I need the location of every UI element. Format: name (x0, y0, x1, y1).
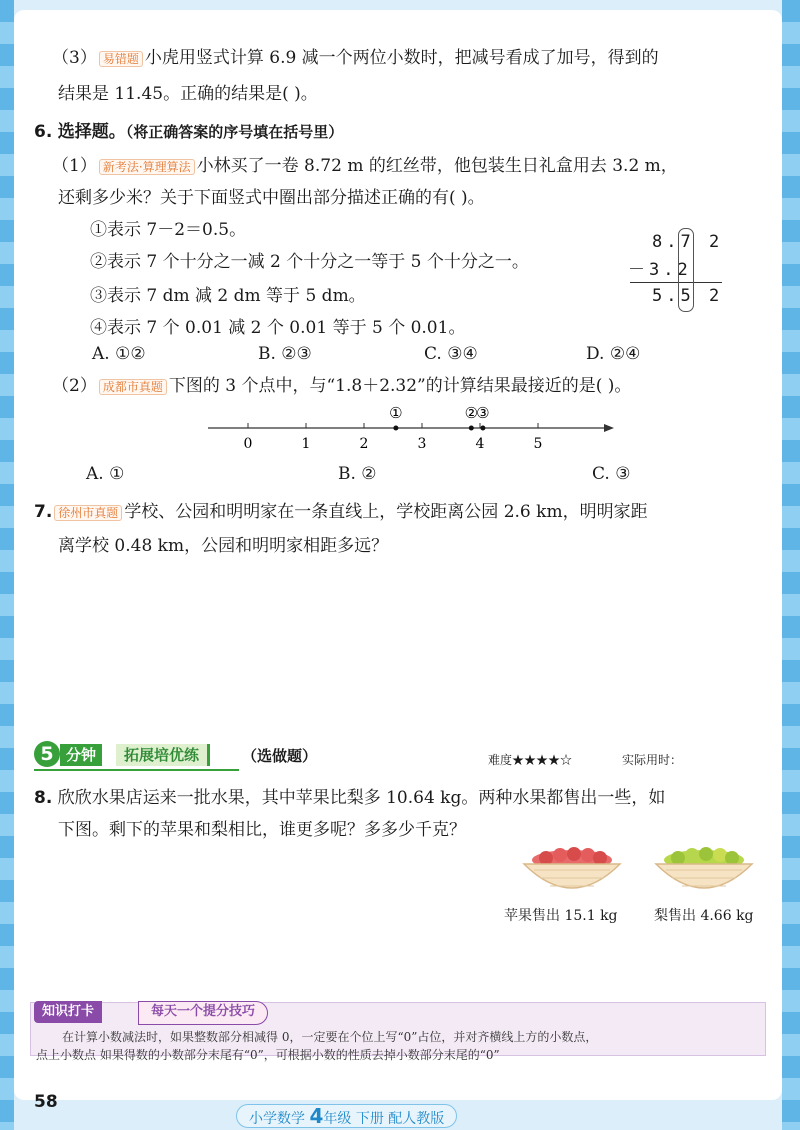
footer-grade: 4 (309, 1104, 324, 1128)
page-border-right (782, 0, 800, 1130)
pear-caption: 梨售出 4.66 kg (654, 908, 754, 924)
q7-text2: 离学校 0.48 km，公园和明明家相距多远？ (58, 536, 389, 556)
q6-heading (34, 120, 343, 144)
q6-2-number: （2） (52, 376, 97, 396)
q5-3-text1: 小虎用竖式计算 6.9 减一个两位小数时，把减号看成了加号，得到的 (144, 48, 659, 68)
section-note: （选做题） (242, 747, 318, 765)
q5-3-tag: 易错题 (99, 51, 143, 67)
q5-3-line1 (52, 46, 659, 71)
statement-1: ①表示 7－2＝0.5。 (90, 220, 247, 240)
number-line (200, 398, 620, 458)
number-line-point-label-3: ③ (476, 404, 490, 422)
page-border-left (0, 0, 14, 1130)
tip-line2: 点上小数点 如果得数的小数部分末尾有“0”，可根据小数的性质去掉小数部分末尾的“0” (36, 1048, 500, 1062)
statement-3: ③表示 7 dm 减 2 dm 等于 5 dm。 (90, 286, 366, 306)
q5-3-number: （3） (52, 48, 97, 68)
q6-1-text1: 小林买了一卷 8.72 m 的红丝带，他包装生日礼盒用去 3.2 m， (196, 156, 678, 176)
vertical-row1: 8.7 2 (652, 232, 724, 252)
number-line-point-2 (469, 426, 474, 431)
number-line-tick-label: 3 (417, 436, 427, 452)
q6-2-option-c: C. ③ (592, 464, 631, 484)
number-line-arrow (604, 424, 614, 432)
section-title: 拓展培优练 (116, 744, 210, 766)
q6-1-tag: 新考法·算理算法 (99, 159, 195, 175)
q6-hint: （将正确答案的序号填在括号里） (125, 123, 344, 141)
section-number: 5 (34, 741, 60, 767)
q6-2-text: 下图的 3 个点中，与“1.8＋2.32”的计算结果最接近的是( )。 (168, 376, 632, 396)
footer-grade-unit: 年级 (323, 1111, 352, 1127)
q8-number: 8. (34, 788, 53, 808)
difficulty: 难度★★★★☆ (488, 753, 573, 767)
section-header (34, 741, 239, 769)
q6-1-option-d: D. ②④ (586, 344, 641, 364)
tip-subtitle: 每天一个提分技巧 (138, 1001, 268, 1025)
number-line-point-label-1: ① (389, 404, 403, 422)
q6-2-option-b: B. ② (338, 464, 377, 484)
number-line-tick-label: 0 (243, 436, 253, 452)
number-line-point-1 (393, 426, 398, 431)
circled-column (678, 228, 694, 312)
pear-bowl-image (652, 846, 756, 900)
apple-bowl-image (520, 846, 624, 900)
vertical-row2: －3.2 (628, 260, 692, 280)
q7-line1 (34, 500, 648, 525)
number-line-tick-label: 1 (301, 436, 311, 452)
vertical-row3: 5.5 2 (652, 286, 724, 306)
q7-text1: 学校、公园和明明家在一条直线上，学校距离公园 2.6 km，明明家距 (124, 502, 648, 522)
tip-line1: 在计算小数减法时，如果整数部分相减得 0，一定要在个位上写“0”占位，并对齐横线上方的小数点， (62, 1030, 598, 1044)
q6-1-text2: 还剩多少米？关于下面竖式中圈出部分描述正确的有( )。 (58, 188, 485, 208)
q6-title: 选择题。 (57, 122, 126, 142)
section-unit: 分钟 (60, 744, 102, 766)
page-number: 58 (34, 1092, 58, 1112)
statement-2: ②表示 7 个十分之一减 2 个十分之一等于 5 个十分之一。 (90, 252, 529, 272)
time-used: 实际用时： (622, 753, 683, 767)
q6-1-option-b: B. ②③ (258, 344, 312, 364)
q6-1-option-a: A. ①② (92, 344, 146, 364)
q6-1-option-c: C. ③④ (424, 344, 478, 364)
number-line-point-3 (480, 426, 485, 431)
q8-line1 (34, 786, 665, 810)
number-line-tick-label: 5 (533, 436, 543, 452)
q6-number: 6. (34, 122, 53, 142)
footer-subject: 小学数学 (249, 1111, 305, 1127)
footer-badge (236, 1104, 457, 1128)
q8-text1: 欣欣水果店运来一批水果，其中苹果比梨多 10.64 kg。两种水果都售出一些，如 (57, 788, 666, 808)
apple-caption: 苹果售出 15.1 kg (504, 908, 618, 924)
q7-number: 7. (34, 502, 53, 522)
q6-2-option-a: A. ① (86, 464, 125, 484)
q6-2-tag: 成都市真题 (99, 379, 167, 395)
statement-4: ④表示 7 个 0.01 减 2 个 0.01 等于 5 个 0.01。 (90, 318, 466, 338)
tip-tag: 知识打卡 (34, 1001, 102, 1023)
number-line-tick-label: 2 (359, 436, 369, 452)
vertical-rule (630, 282, 722, 283)
q6-2-line (52, 374, 631, 399)
q7-tag: 徐州市真题 (54, 505, 122, 521)
q8-text2: 下图。剩下的苹果和梨相比，谁更多呢？多多少千克？ (58, 820, 466, 840)
number-line-point-label-2: ② (464, 404, 479, 422)
footer-edition: 配人教版 (388, 1111, 445, 1127)
number-line-tick-label: 4 (475, 436, 485, 452)
q5-3-text2: 结果是 11.45。正确的结果是( )。 (58, 84, 318, 104)
q6-1-line1 (52, 154, 678, 179)
q6-1-number: （1） (52, 156, 97, 176)
footer-volume: 下册 (355, 1111, 384, 1127)
section-underline (34, 769, 239, 771)
